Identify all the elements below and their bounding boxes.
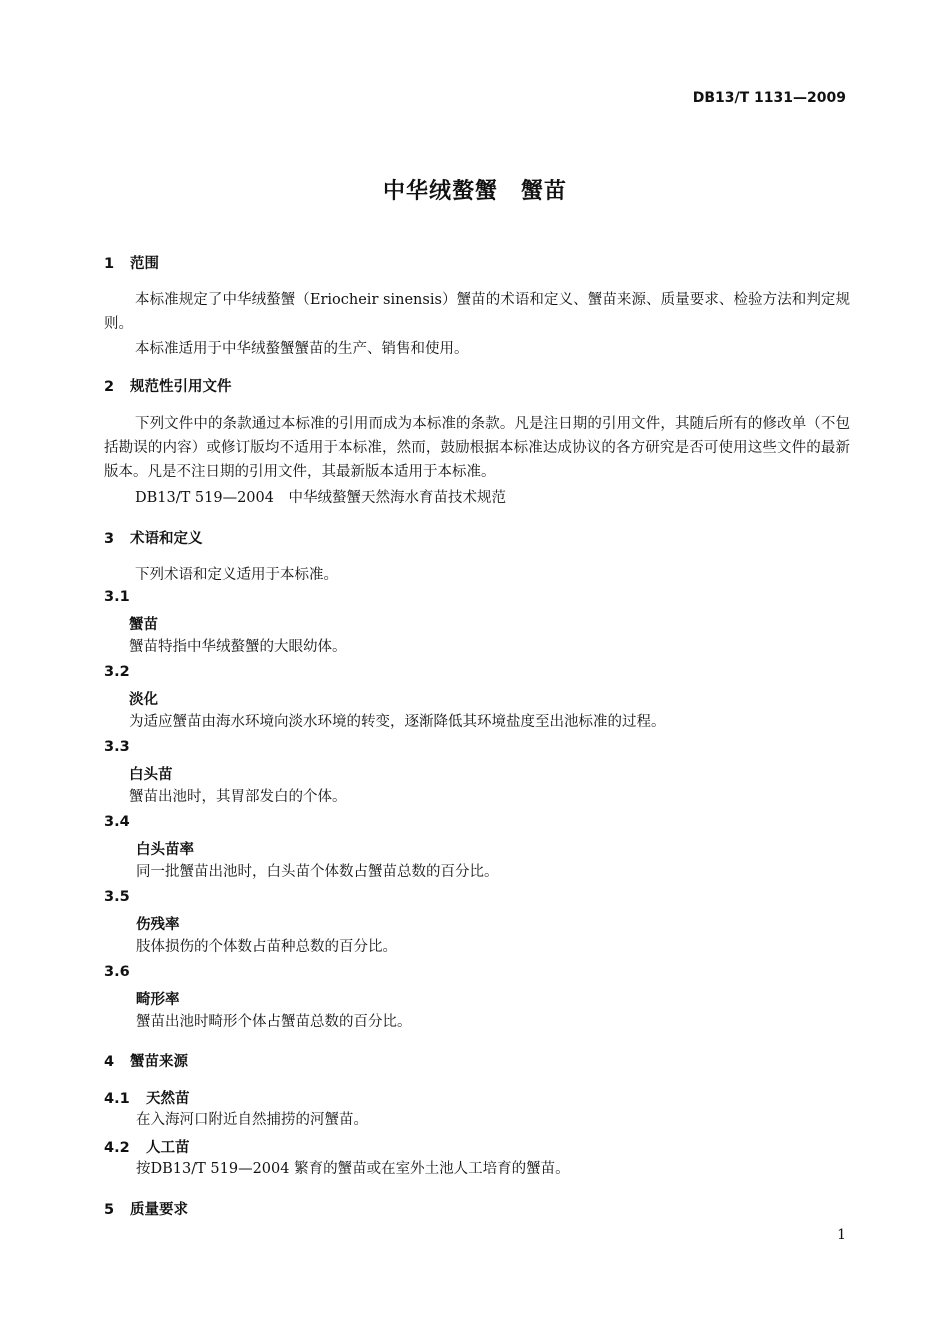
page-number: 1 bbox=[837, 1227, 846, 1243]
section-2-paragraph-1: 下列文件中的条款通过本标准的引用而成为本标准的条款。凡是注日期的引用文件，其随后所有的修改单（不包括勘误的内容）或修订版均不适用于本标准，然而，鼓励根据本标准达成协议的各方研究是否可使用这些文件的最新版本。凡是不注日期的引用文件，其最新版本适用于本标准。 bbox=[104, 416, 850, 480]
term-number: 3.1 bbox=[104, 589, 130, 605]
term-name: 淡化 bbox=[129, 692, 158, 708]
section-1-paragraph-1: 本标准规定了中华绒螯蟹（Eriocheir sinensis）蟹苗的术语和定义、蟹苗来源、质量要求、检验方法和判定规则。 bbox=[104, 292, 850, 332]
section-title: 质量要求 bbox=[130, 1202, 188, 1218]
section-number: 2 bbox=[104, 379, 115, 395]
term-definition: 同一批蟹苗出池时，白头苗个体数占蟹苗总数的百分比。 bbox=[136, 864, 499, 880]
subsection-4-2-text: 按DB13/T 519—2004 繁育的蟹苗或在室外土池人工培育的蟹苗。 bbox=[136, 1161, 570, 1177]
term-definition: 为适应蟹苗由海水环境向淡水环境的转变，逐渐降低其环境盐度至出池标准的过程。 bbox=[129, 714, 666, 730]
term-definition: 蟹苗特指中华绒螯蟹的大眼幼体。 bbox=[129, 639, 347, 655]
section-2-heading bbox=[104, 375, 232, 396]
term-definition: 蟹苗出池时，其胃部发白的个体。 bbox=[129, 789, 347, 805]
term-name: 畸形率 bbox=[136, 992, 180, 1008]
term-name: 白头苗率 bbox=[136, 842, 194, 858]
term-number: 3.4 bbox=[104, 814, 130, 830]
section-title: 范围 bbox=[130, 256, 159, 272]
subsection-4-2-heading bbox=[104, 1136, 190, 1157]
section-3-heading bbox=[104, 527, 203, 548]
subsection-title: 天然苗 bbox=[146, 1091, 190, 1107]
section-title: 术语和定义 bbox=[130, 531, 203, 547]
section-number: 3 bbox=[104, 531, 115, 547]
standard-code: DB13/T 1131—2009 bbox=[692, 90, 846, 106]
term-name: 白头苗 bbox=[129, 767, 173, 783]
subsection-title: 人工苗 bbox=[146, 1140, 190, 1156]
subsection-number: 4.1 bbox=[104, 1091, 130, 1107]
section-title: 规范性引用文件 bbox=[130, 379, 232, 395]
section-number: 5 bbox=[104, 1202, 115, 1218]
section-1-paragraph-2: 本标准适用于中华绒螯蟹蟹苗的生产、销售和使用。 bbox=[135, 341, 469, 357]
term-number: 3.3 bbox=[104, 739, 130, 755]
subsection-4-1-heading bbox=[104, 1087, 190, 1108]
section-title: 蟹苗来源 bbox=[130, 1054, 188, 1070]
normative-reference: DB13/T 519—2004 中华绒螯蟹天然海水育苗技术规范 bbox=[135, 490, 506, 506]
section-number: 4 bbox=[104, 1054, 115, 1070]
term-definition: 肢体损伤的个体数占苗种总数的百分比。 bbox=[136, 939, 397, 955]
term-number: 3.6 bbox=[104, 964, 130, 980]
page-title: 中华绒螯蟹 蟹苗 bbox=[382, 179, 567, 204]
section-1-heading bbox=[104, 252, 159, 273]
section-5-heading bbox=[104, 1198, 188, 1219]
section-4-heading bbox=[104, 1050, 188, 1071]
term-number: 3.2 bbox=[104, 664, 130, 680]
term-name: 蟹苗 bbox=[129, 617, 158, 633]
section-3-intro: 下列术语和定义适用于本标准。 bbox=[135, 567, 338, 583]
term-name: 伤残率 bbox=[136, 917, 180, 933]
subsection-number: 4.2 bbox=[104, 1140, 130, 1156]
section-number: 1 bbox=[104, 256, 115, 272]
subsection-4-1-text: 在入海河口附近自然捕捞的河蟹苗。 bbox=[136, 1112, 368, 1128]
term-number: 3.5 bbox=[104, 889, 130, 905]
term-definition: 蟹苗出池时畸形个体占蟹苗总数的百分比。 bbox=[136, 1014, 412, 1030]
